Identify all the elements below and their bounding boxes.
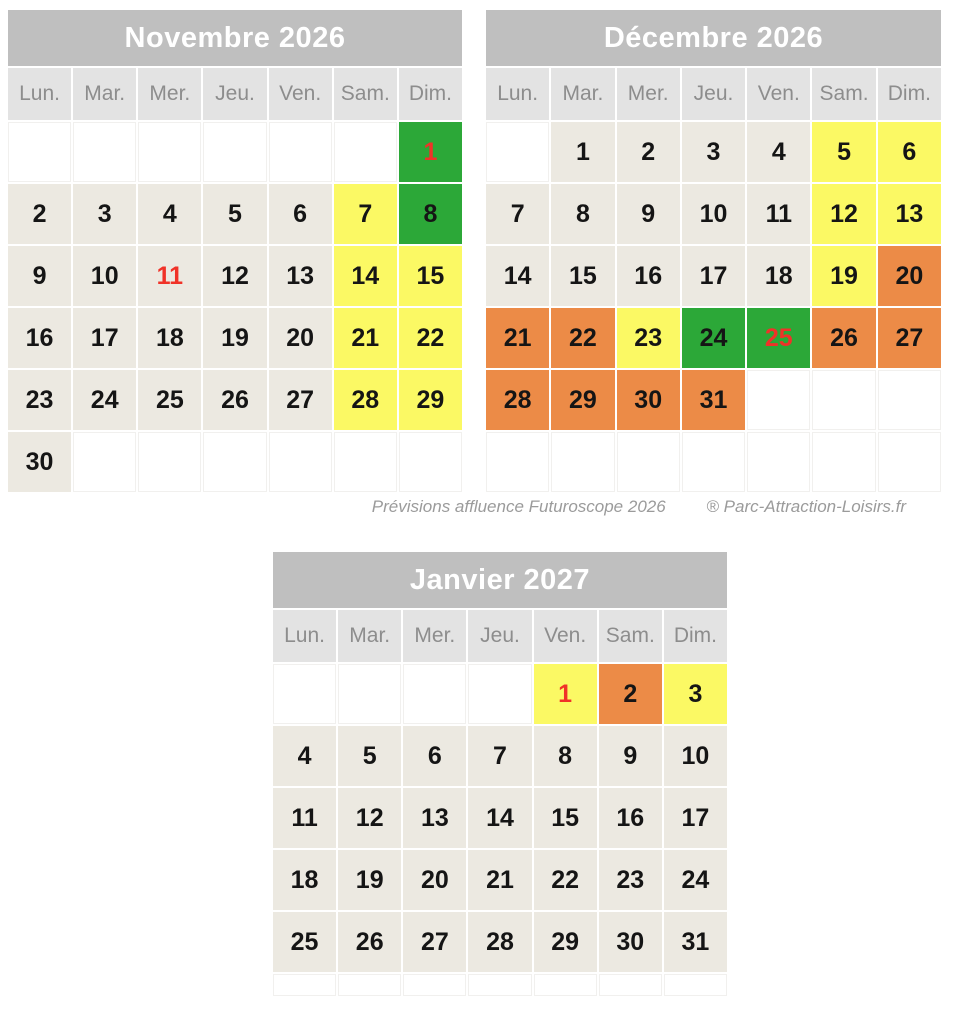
day-cell: 30	[599, 912, 662, 972]
day-cell: 21	[486, 308, 549, 368]
caption	[372, 497, 906, 517]
empty-cell	[617, 432, 680, 492]
month-grid	[486, 68, 941, 492]
day-cell: 3	[682, 122, 745, 182]
weekday-header: Mar.	[73, 68, 136, 120]
day-cell: 10	[682, 184, 745, 244]
day-cell: 20	[269, 308, 332, 368]
day-cell: 14	[334, 246, 397, 306]
day-cell: 17	[664, 788, 727, 848]
day-cell: 10	[73, 246, 136, 306]
empty-cell	[747, 432, 810, 492]
empty-cell	[138, 432, 201, 492]
weekday-header: Sam.	[599, 610, 662, 662]
day-cell: 21	[468, 850, 531, 910]
day-cell: 31	[682, 370, 745, 430]
weekday-header: Lun.	[273, 610, 336, 662]
day-cell: 6	[403, 726, 466, 786]
day-cell: 19	[203, 308, 266, 368]
weekday-header: Mar.	[551, 68, 614, 120]
empty-cell	[664, 974, 727, 996]
empty-cell	[8, 122, 71, 182]
day-cell: 14	[486, 246, 549, 306]
weekday-header: Ven.	[747, 68, 810, 120]
day-cell: 29	[551, 370, 614, 430]
day-cell: 23	[599, 850, 662, 910]
empty-cell	[138, 122, 201, 182]
empty-cell	[269, 432, 332, 492]
empty-cell	[334, 122, 397, 182]
day-cell: 13	[878, 184, 941, 244]
day-cell: 16	[599, 788, 662, 848]
empty-cell	[203, 432, 266, 492]
weekday-header: Mar.	[338, 610, 401, 662]
day-cell: 1	[534, 664, 597, 724]
day-cell: 1	[399, 122, 462, 182]
day-cell: 18	[138, 308, 201, 368]
weekday-header: Dim.	[664, 610, 727, 662]
day-cell: 22	[551, 308, 614, 368]
calendar-decembre-2026	[486, 10, 941, 492]
day-cell: 7	[486, 184, 549, 244]
weekday-header: Ven.	[269, 68, 332, 120]
weekday-header: Ven.	[534, 610, 597, 662]
empty-cell	[403, 664, 466, 724]
day-cell: 17	[682, 246, 745, 306]
empty-cell	[399, 432, 462, 492]
day-cell: 1	[551, 122, 614, 182]
empty-cell	[338, 974, 401, 996]
day-cell: 5	[203, 184, 266, 244]
empty-cell	[878, 370, 941, 430]
weekday-header: Lun.	[8, 68, 71, 120]
empty-cell	[334, 432, 397, 492]
day-cell: 18	[273, 850, 336, 910]
day-cell: 27	[403, 912, 466, 972]
day-cell: 7	[334, 184, 397, 244]
day-cell: 28	[468, 912, 531, 972]
day-cell: 25	[273, 912, 336, 972]
empty-cell	[403, 974, 466, 996]
day-cell: 20	[403, 850, 466, 910]
day-cell: 26	[203, 370, 266, 430]
weekday-header: Jeu.	[682, 68, 745, 120]
weekday-header: Dim.	[878, 68, 941, 120]
day-cell: 29	[534, 912, 597, 972]
empty-cell	[812, 432, 875, 492]
weekday-header: Dim.	[399, 68, 462, 120]
calendar-novembre-2026	[8, 10, 462, 492]
calendar-janvier-2027	[273, 552, 727, 996]
empty-cell	[747, 370, 810, 430]
day-cell: 25	[138, 370, 201, 430]
day-cell: 24	[682, 308, 745, 368]
month-grid	[273, 610, 727, 996]
day-cell: 25	[747, 308, 810, 368]
empty-cell	[73, 122, 136, 182]
caption-brand: ® Parc-Attraction-Loisirs.fr	[706, 497, 906, 516]
month-title: Novembre 2026	[8, 10, 462, 66]
empty-cell	[551, 432, 614, 492]
empty-cell	[682, 432, 745, 492]
day-cell: 11	[138, 246, 201, 306]
empty-cell	[812, 370, 875, 430]
day-cell: 16	[8, 308, 71, 368]
day-cell: 27	[269, 370, 332, 430]
empty-cell	[486, 122, 549, 182]
empty-cell	[273, 974, 336, 996]
empty-cell	[468, 974, 531, 996]
day-cell: 5	[812, 122, 875, 182]
day-cell: 12	[812, 184, 875, 244]
month-grid	[8, 68, 462, 492]
weekday-header: Mer.	[403, 610, 466, 662]
weekday-header: Lun.	[486, 68, 549, 120]
day-cell: 19	[338, 850, 401, 910]
day-cell: 14	[468, 788, 531, 848]
weekday-header: Jeu.	[203, 68, 266, 120]
day-cell: 10	[664, 726, 727, 786]
empty-cell	[468, 664, 531, 724]
day-cell: 5	[338, 726, 401, 786]
day-cell: 28	[334, 370, 397, 430]
day-cell: 9	[8, 246, 71, 306]
day-cell: 20	[878, 246, 941, 306]
day-cell: 29	[399, 370, 462, 430]
day-cell: 22	[534, 850, 597, 910]
empty-cell	[73, 432, 136, 492]
day-cell: 30	[8, 432, 71, 492]
day-cell: 4	[747, 122, 810, 182]
day-cell: 8	[534, 726, 597, 786]
day-cell: 4	[138, 184, 201, 244]
day-cell: 2	[8, 184, 71, 244]
day-cell: 27	[878, 308, 941, 368]
day-cell: 17	[73, 308, 136, 368]
day-cell: 19	[812, 246, 875, 306]
caption-source: Prévisions affluence Futuroscope 2026	[371, 497, 666, 516]
weekday-header: Sam.	[812, 68, 875, 120]
weekday-header: Sam.	[334, 68, 397, 120]
day-cell: 21	[334, 308, 397, 368]
day-cell: 9	[617, 184, 680, 244]
day-cell: 8	[551, 184, 614, 244]
empty-cell	[599, 974, 662, 996]
day-cell: 6	[269, 184, 332, 244]
day-cell: 28	[486, 370, 549, 430]
day-cell: 23	[617, 308, 680, 368]
empty-cell	[273, 664, 336, 724]
day-cell: 11	[747, 184, 810, 244]
day-cell: 23	[8, 370, 71, 430]
empty-cell	[878, 432, 941, 492]
day-cell: 2	[617, 122, 680, 182]
empty-cell	[486, 432, 549, 492]
empty-cell	[203, 122, 266, 182]
weekday-header: Mer.	[138, 68, 201, 120]
day-cell: 12	[338, 788, 401, 848]
day-cell: 15	[534, 788, 597, 848]
day-cell: 16	[617, 246, 680, 306]
day-cell: 26	[812, 308, 875, 368]
day-cell: 31	[664, 912, 727, 972]
day-cell: 7	[468, 726, 531, 786]
day-cell: 4	[273, 726, 336, 786]
day-cell: 12	[203, 246, 266, 306]
empty-cell	[338, 664, 401, 724]
day-cell: 3	[73, 184, 136, 244]
weekday-header: Jeu.	[468, 610, 531, 662]
day-cell: 13	[403, 788, 466, 848]
month-title: Décembre 2026	[486, 10, 941, 66]
empty-cell	[534, 974, 597, 996]
day-cell: 15	[399, 246, 462, 306]
day-cell: 18	[747, 246, 810, 306]
day-cell: 6	[878, 122, 941, 182]
day-cell: 3	[664, 664, 727, 724]
day-cell: 11	[273, 788, 336, 848]
empty-cell	[269, 122, 332, 182]
day-cell: 2	[599, 664, 662, 724]
day-cell: 22	[399, 308, 462, 368]
day-cell: 30	[617, 370, 680, 430]
day-cell: 15	[551, 246, 614, 306]
month-title: Janvier 2027	[273, 552, 727, 608]
day-cell: 26	[338, 912, 401, 972]
day-cell: 9	[599, 726, 662, 786]
day-cell: 8	[399, 184, 462, 244]
day-cell: 13	[269, 246, 332, 306]
day-cell: 24	[664, 850, 727, 910]
day-cell: 24	[73, 370, 136, 430]
weekday-header: Mer.	[617, 68, 680, 120]
